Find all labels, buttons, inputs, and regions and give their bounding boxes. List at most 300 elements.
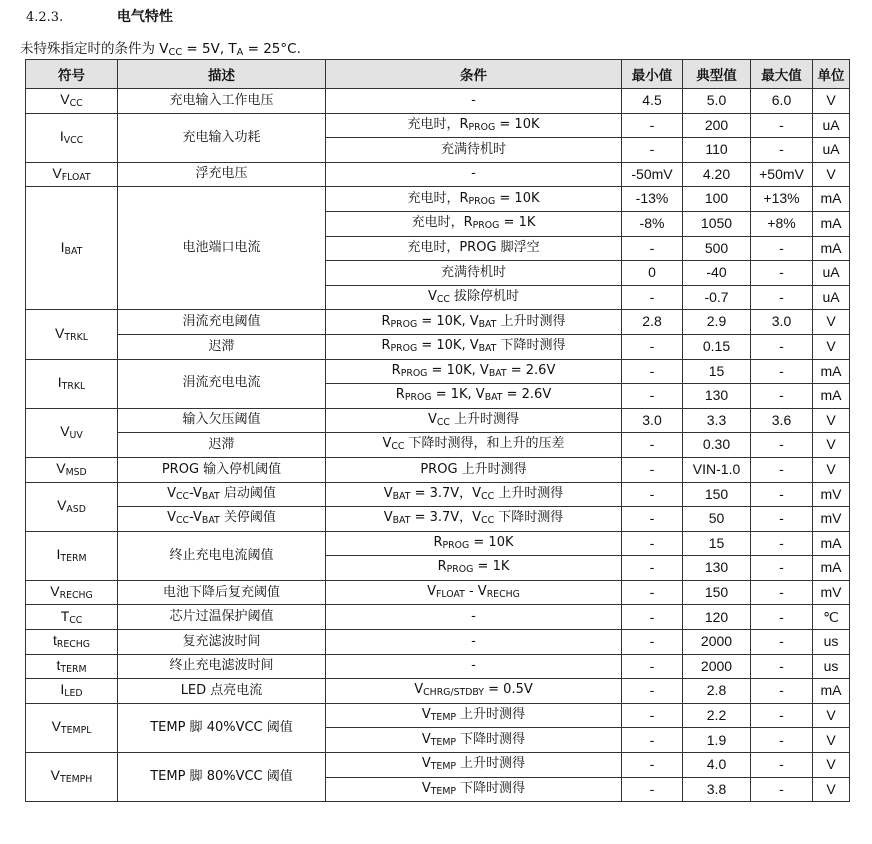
text-run: 上升时测得 [496,313,566,329]
symbol-main: I [60,238,65,255]
symbol-subscript: LED [64,688,83,700]
subscript: TEMP [430,785,457,797]
cell-condition [326,457,622,482]
cell-min: - [622,753,683,778]
symbol-subscript: UV [69,430,83,442]
cell-condition [326,703,622,728]
cell-max: - [751,482,813,507]
text-run: V [421,731,431,747]
table-row [26,507,850,532]
cell-symbol [26,359,118,408]
electrical-characteristics-table [25,59,850,802]
cell-max: - [751,531,813,556]
text-run: R [391,362,401,378]
cell-typ: 110 [683,138,751,163]
cell-typ: 3.8 [683,777,751,802]
text-run: - V [464,584,487,600]
cell-min: - [622,630,683,655]
symbol-subscript: TRKL [64,331,88,343]
text-run: V [383,485,393,501]
symbol-main: V [60,423,70,440]
text-run: V [421,756,431,772]
cell-typ: 50 [683,507,751,532]
cell-symbol [26,654,118,679]
cell-min: - [622,359,683,384]
text-run: V [383,510,393,526]
table-row [26,433,850,458]
symbol-main: I [60,681,65,698]
conditions-note [20,37,301,58]
table-row [26,630,850,655]
symbol-main: V [50,767,60,784]
text-run: 充电时，R [407,116,469,132]
table-row [26,679,850,704]
symbol-subscript: CC [69,98,83,110]
cell-description: 终止充电滤波时间 [118,654,326,679]
cell-condition [326,138,622,163]
subscript: BAT [201,490,220,502]
cell-unit: V [813,433,850,458]
text-run: 充满待机时 [440,141,506,157]
note-text: = 5V, T [182,41,237,57]
symbol-main: t [52,632,57,649]
cell-condition [326,728,622,753]
symbol-main: t [56,656,61,673]
cell-typ: 150 [683,580,751,605]
cell-description: 芯片过温保护阈值 [118,605,326,630]
text-run: 下降时测得 [456,731,526,747]
cell-typ: 5.0 [683,89,751,114]
cell-max: +8% [751,211,813,236]
text-run: - [471,166,476,182]
text-run: 下降时测得，和上升的压差 [404,436,565,452]
cell-condition [326,630,622,655]
cell-max: - [751,138,813,163]
text-run: 启动阈值 [219,485,276,501]
subscript: PROG [468,195,496,207]
cell-condition [326,433,622,458]
cell-condition [326,384,622,409]
cell-max: 3.0 [751,310,813,335]
note-text: 未特殊指定时的条件为 V [20,41,169,57]
subscript: BAT [392,515,411,527]
symbol-subscript: TEMPL [60,725,92,737]
symbol-main: V [52,164,62,181]
symbol-subscript: MSD [65,467,87,479]
cell-description [118,507,326,532]
cell-condition [326,187,622,212]
subscript: FLOAT [436,589,465,601]
text-run: 上升时测得 [456,756,526,772]
cell-unit: V [813,162,850,187]
text-run: 充电时，R [411,215,473,231]
cell-unit: V [813,728,850,753]
cell-description: 迟滞 [118,334,326,359]
subscript: PROG [400,367,428,379]
cell-unit: uA [813,285,850,310]
symbol-subscript: RECHG [59,590,93,602]
text-run: 上升时测得 [456,707,526,722]
cell-description: 浮充电压 [118,162,326,187]
cell-max: - [751,605,813,630]
cell-typ: -40 [683,261,751,286]
cell-condition [326,482,622,507]
text-run: 充电时，R [407,190,469,206]
table-row [26,89,850,114]
table-row [26,359,850,384]
cell-typ: 4.20 [683,162,751,187]
cell-unit: mV [813,580,850,605]
table-row [26,457,850,482]
symbol-main: V [50,583,60,600]
symbol-main: I [56,546,61,563]
text-run: R [381,338,391,354]
cell-condition [326,261,622,286]
cell-condition [326,236,622,261]
cell-typ: 2000 [683,654,751,679]
table-row [26,482,850,507]
cell-unit: mV [813,507,850,532]
cell-max: - [751,777,813,802]
table-row [26,162,850,187]
cell-condition [326,359,622,384]
cell-condition [326,334,622,359]
text-run: V [167,510,177,526]
table-row [26,703,850,728]
cell-unit: mA [813,556,850,581]
text-run: - [471,609,476,625]
symbol-subscript: CC [69,614,83,626]
cell-max: - [751,236,813,261]
text-run: 下降时测得 [494,510,564,526]
cell-min: - [622,556,683,581]
cell-max: - [751,384,813,409]
cell-unit: V [813,89,850,114]
cell-min: 4.5 [622,89,683,114]
cell-max: - [751,728,813,753]
cell-max: - [751,654,813,679]
text-run: V [427,411,437,427]
cell-condition [326,211,622,236]
cell-condition [326,580,622,605]
text-run: 上升时测得 [449,411,520,427]
cell-symbol [26,605,118,630]
cell-max: - [751,433,813,458]
subscript: TEMP [430,736,457,748]
symbol-main: V [57,496,67,513]
symbol-subscript: TERM [60,553,87,565]
cell-typ: 2000 [683,630,751,655]
text-run: = 1K [499,215,536,231]
text-run: = 2.6V [506,362,556,378]
cell-min: - [622,138,683,163]
symbol-main: I [59,128,64,145]
subscript: CC [176,490,190,502]
cell-min: - [622,531,683,556]
symbol-subscript: RECHG [56,639,91,651]
subscript: BAT [484,392,503,404]
cell-max: - [751,334,813,359]
section-heading [26,6,173,28]
cell-min: -50mV [622,162,683,187]
symbol-subscript: ASD [66,503,86,515]
cell-condition [326,285,622,310]
symbol-main: V [51,718,61,735]
cell-description: 充电输入功耗 [118,113,326,162]
cell-unit: mA [813,531,850,556]
symbol-subscript: BAT [64,245,83,257]
cell-min: -13% [622,187,683,212]
text-run: = 1K, V [431,387,485,403]
cell-unit: mA [813,211,850,236]
cell-condition [326,605,622,630]
text-run: R [433,534,443,550]
text-run: - [471,92,476,108]
note-subscript: A [236,47,244,58]
text-run: = 2.6V [502,387,552,403]
cell-symbol [26,187,118,310]
cell-typ: 15 [683,531,751,556]
cell-max: 6.0 [751,89,813,114]
cell-unit: V [813,457,850,482]
cell-min: - [622,728,683,753]
text-run: = 10K [469,534,514,550]
cell-min: - [622,384,683,409]
cell-typ: 2.9 [683,310,751,335]
cell-typ: 100 [683,187,751,212]
subscript: BAT [478,343,497,355]
cell-condition [326,310,622,335]
text-run: 关停阈值 [219,510,276,526]
cell-unit: V [813,310,850,335]
table-row [26,531,850,556]
cell-min: -8% [622,211,683,236]
cell-max: +13% [751,187,813,212]
text-run: = 10K [495,116,540,132]
cell-max: - [751,261,813,286]
text-run: = 3.7V，V [410,510,482,526]
cell-min: 0 [622,261,683,286]
cell-max: - [751,630,813,655]
cell-typ: 200 [683,113,751,138]
note-subscript: CC [168,47,183,58]
subscript: CC [391,441,405,453]
cell-symbol [26,703,118,752]
cell-typ: 120 [683,605,751,630]
cell-min: - [622,433,683,458]
cell-max: - [751,113,813,138]
subscript: CC [436,416,450,428]
cell-unit: V [813,777,850,802]
cell-symbol [26,753,118,802]
symbol-subscript: VCC [63,135,84,147]
text-run: V [421,707,431,722]
cell-condition [326,507,622,532]
text-run: V [414,682,424,698]
header-unit: 单位 [813,60,850,89]
section-title: 电气特性 [116,9,173,25]
cell-max: 3.6 [751,408,813,433]
cell-symbol [26,630,118,655]
symbol-subscript: TERM [60,663,87,675]
cell-unit: uA [813,261,850,286]
cell-min: - [622,580,683,605]
cell-condition [326,777,622,802]
subscript: BAT [488,367,507,379]
subscript: PROG [442,539,470,551]
cell-typ: 1.9 [683,728,751,753]
cell-min: - [622,703,683,728]
header-typ: 典型值 [683,60,751,89]
subscript: BAT [478,318,497,330]
subscript: CC [176,515,190,527]
subscript: CC [481,490,495,502]
cell-unit: mV [813,482,850,507]
cell-min: - [622,334,683,359]
cell-typ: 130 [683,384,751,409]
cell-unit: V [813,408,850,433]
header-min: 最小值 [622,60,683,89]
cell-description: 输入欠压阈值 [118,408,326,433]
cell-unit: V [813,753,850,778]
text-run: V [167,485,177,501]
cell-max: - [751,359,813,384]
table-header-row [26,60,850,89]
cell-min: - [622,777,683,802]
subscript: TEMP [430,761,457,773]
cell-min: - [622,457,683,482]
cell-description [118,482,326,507]
table-row [26,753,850,778]
cell-max: - [751,457,813,482]
cell-description: LED 点亮电流 [118,679,326,704]
symbol-main: V [60,91,70,108]
text-run: R [437,559,447,575]
cell-symbol [26,162,118,187]
cell-description: 终止充电电流阈值 [118,531,326,580]
subscript: RECHG [486,589,520,601]
cell-condition [326,89,622,114]
note-text: = 25°C. [243,41,301,57]
symbol-main: V [55,324,65,341]
cell-typ: 2.8 [683,679,751,704]
cell-max: - [751,753,813,778]
text-run: 上升时测得 [494,485,564,501]
text-run: = 10K, V [417,313,479,329]
cell-description: 涓流充电阈值 [118,310,326,335]
cell-condition [326,654,622,679]
cell-condition [326,531,622,556]
cell-unit: mA [813,359,850,384]
symbol-subscript: TEMPH [60,774,93,786]
cell-condition [326,679,622,704]
cell-symbol [26,580,118,605]
subscript: CHRG/STDBY [423,687,485,699]
cell-max: - [751,703,813,728]
header-symbol: 符号 [26,60,118,89]
cell-min: - [622,113,683,138]
cell-typ: 15 [683,359,751,384]
cell-unit: mA [813,187,850,212]
cell-condition [326,753,622,778]
cell-min: - [622,679,683,704]
cell-max: +50mV [751,162,813,187]
table-row [26,580,850,605]
cell-min: - [622,654,683,679]
cell-typ: 500 [683,236,751,261]
cell-description: 涓流充电电流 [118,359,326,408]
text-run: = 10K, V [427,362,489,378]
text-run: - [471,633,476,649]
text-run: V [382,436,392,452]
cell-condition [326,162,622,187]
table-row [26,113,850,138]
cell-symbol [26,408,118,457]
cell-max: - [751,507,813,532]
cell-min: - [622,236,683,261]
cell-symbol [26,482,118,531]
cell-typ: 0.15 [683,334,751,359]
symbol-main: I [57,373,62,390]
text-run: R [381,313,391,329]
text-run: 下降时测得 [496,338,566,354]
text-run: V [427,288,437,304]
table-row [26,654,850,679]
cell-unit: uA [813,138,850,163]
cell-unit: mA [813,384,850,409]
cell-symbol [26,310,118,359]
cell-max: - [751,285,813,310]
symbol-main: T [60,607,70,624]
text-run: = 10K, V [417,338,479,354]
cell-typ: 3.3 [683,408,751,433]
subscript: BAT [201,515,220,527]
cell-typ: 130 [683,556,751,581]
cell-min: - [622,482,683,507]
text-run: 充满待机时 [440,264,506,280]
cell-description: 充电输入工作电压 [118,89,326,114]
text-run: R [395,387,405,403]
cell-max: - [751,580,813,605]
cell-typ: -0.7 [683,285,751,310]
cell-description: TEMP 脚 40%VCC 阈值 [118,703,326,752]
cell-typ: 4.0 [683,753,751,778]
text-run: V [427,584,437,600]
text-run: = 3.7V，V [410,485,482,501]
cell-typ: 2.2 [683,703,751,728]
cell-typ: 0.30 [683,433,751,458]
text-run: = 10K [495,190,540,206]
header-max: 最大值 [751,60,813,89]
cell-condition [326,556,622,581]
cell-symbol [26,113,118,162]
cell-unit: uA [813,113,850,138]
text-run: V [421,780,431,796]
text-run: -V [189,510,202,526]
subscript: TEMP [430,712,457,723]
symbol-main: V [56,460,66,477]
cell-max: - [751,556,813,581]
symbol-subscript: FLOAT [61,171,91,183]
text-run: PROG 上升时测得 [420,461,527,477]
text-run: = 1K [473,559,510,575]
subscript: BAT [392,490,411,502]
subscript: PROG [390,318,418,330]
symbol-subscript: TRKL [61,380,86,392]
subscript: CC [481,515,495,527]
text-run: 充电时，PROG 脚浮空 [407,240,540,256]
cell-min: - [622,605,683,630]
